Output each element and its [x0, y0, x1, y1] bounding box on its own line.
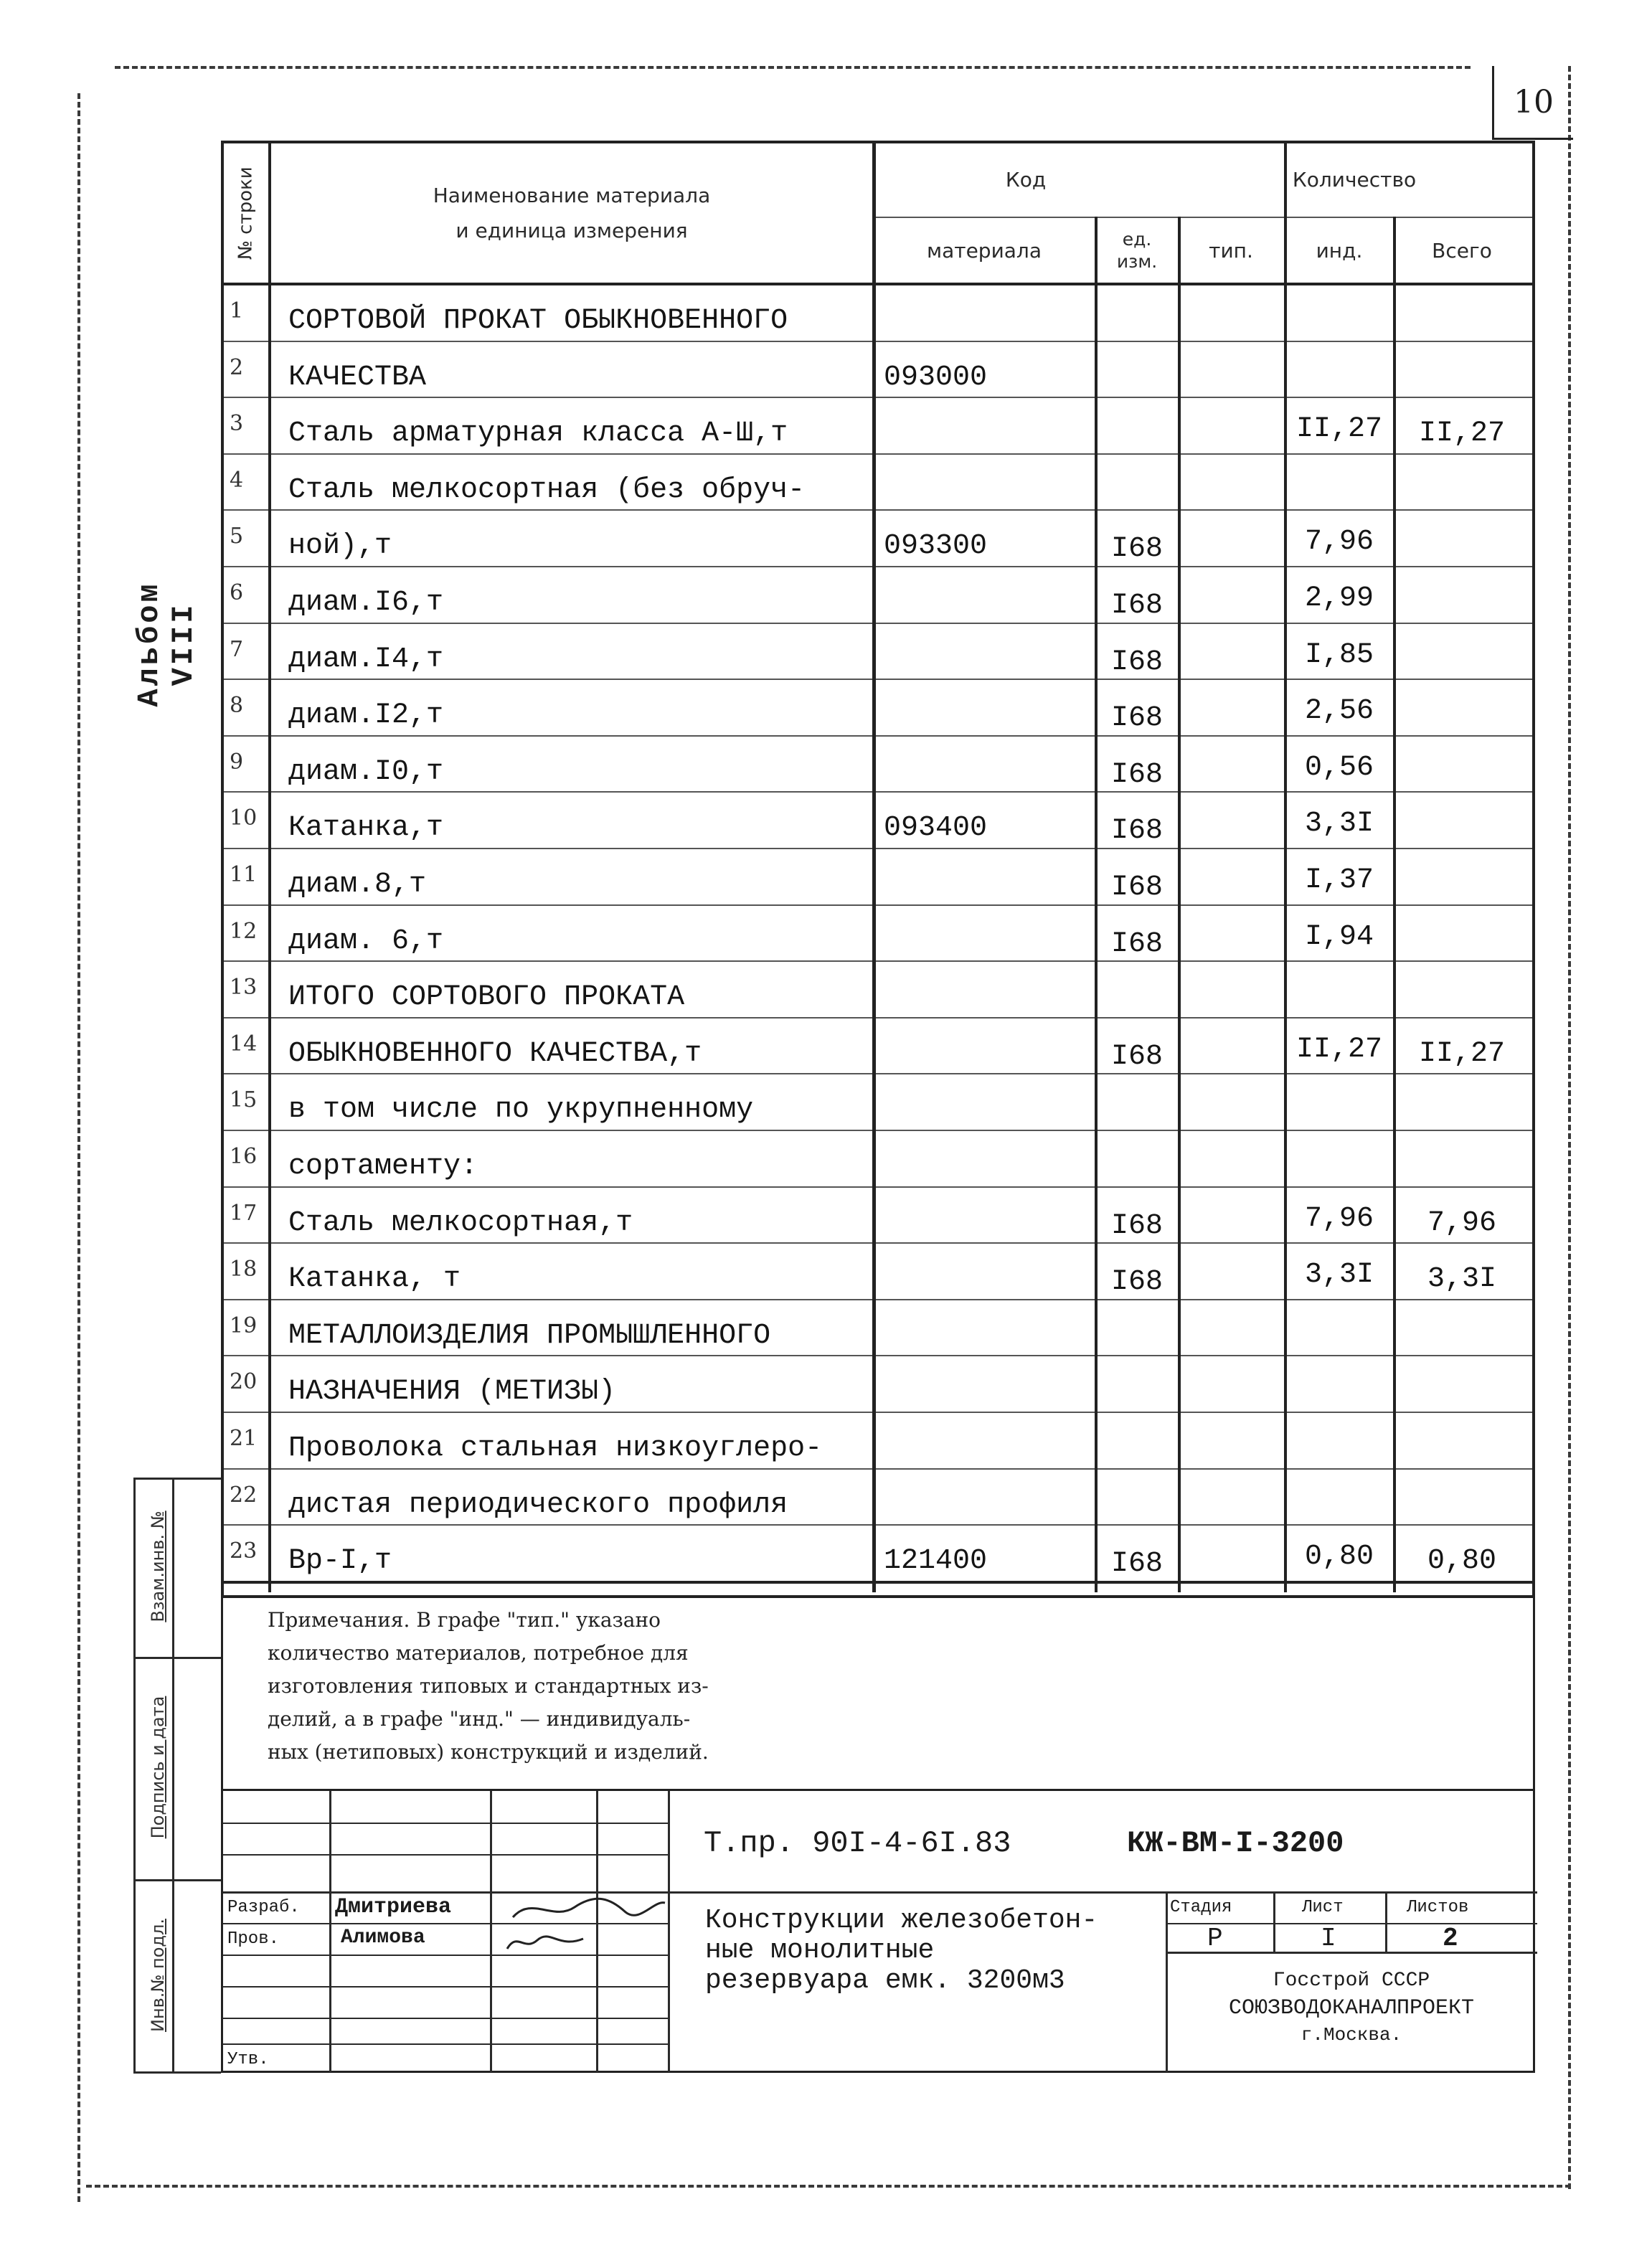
material-name: в том числе по укрупненному [288, 1094, 754, 1127]
stage-label: Стадия [1170, 1898, 1232, 1917]
sheets-value: 2 [1443, 1924, 1458, 1953]
qty-ind: 0,80 [1304, 1541, 1374, 1574]
table-row [224, 567, 1532, 624]
row-number: 17 [230, 1200, 258, 1226]
note-line: изготовления типовых и стандартных из- [268, 1674, 709, 1698]
table-row [224, 849, 1532, 906]
side-strip-left [133, 1478, 136, 2073]
header-qty-total: Всего [1432, 238, 1492, 263]
qty-total: II,27 [1418, 1037, 1506, 1070]
column-line [1095, 217, 1098, 1592]
material-name: СОРТОВОЙ ПРОКАТ ОБЫКНОВЕННОГО [288, 305, 788, 337]
stamp-col2 [490, 1791, 492, 2072]
qty-ind: II,27 [1295, 413, 1383, 446]
organization [1169, 1970, 1534, 2045]
org-line1: Госстрой СССР [1273, 1970, 1430, 1992]
table-row [224, 1074, 1532, 1131]
note-line: количество материалов, потребное для [268, 1641, 689, 1665]
qty-ind: I,37 [1304, 864, 1374, 897]
material-name: Сталь мелкосортная,т [288, 1206, 633, 1239]
org-line3: г.Москва. [1301, 2023, 1402, 2046]
stamp-row-f [223, 1986, 669, 1988]
row-number: 16 [230, 1144, 258, 1169]
frame-right-line [1568, 66, 1571, 2189]
row-number: 12 [230, 918, 258, 944]
column-line [1284, 143, 1287, 1592]
material-name: ной),т [288, 530, 392, 563]
row-number: 1 [230, 298, 244, 323]
table-row [224, 1244, 1532, 1300]
column-line [1393, 217, 1396, 1592]
unit-code: I68 [1110, 1548, 1163, 1581]
label-sign-date: Подпись и дата [148, 1696, 168, 1839]
table-row [224, 906, 1532, 963]
qty-ind: 0,56 [1304, 751, 1374, 784]
unit-code: I68 [1110, 871, 1163, 904]
row-number: 23 [230, 1539, 258, 1564]
row-number: 18 [230, 1257, 258, 1282]
material-name: дистая периодического профиля [288, 1488, 788, 1521]
table-row [224, 737, 1532, 793]
side-strip-top [133, 1478, 221, 1480]
role-approved: Утв. [227, 2050, 269, 2069]
header-mid-line-code [874, 217, 1532, 218]
table-row [224, 1131, 1532, 1188]
qty-ind: 3,3I [1304, 1259, 1374, 1292]
materials-table [221, 141, 1535, 1598]
row-number: 3 [230, 411, 244, 437]
material-name: диам.I4,т [288, 643, 444, 676]
name-checked: Алимова [341, 1927, 425, 1949]
table-row [224, 1188, 1532, 1244]
qty-total: II,27 [1418, 417, 1506, 450]
side-strip-div1 [133, 1657, 221, 1659]
note-line: делий, а в графе "инд." — индивидуаль- [268, 1707, 691, 1731]
drawing-title-line2: ные монолитные [705, 1934, 935, 1966]
row-number: 14 [230, 1031, 258, 1057]
table-row [224, 398, 1532, 455]
row-number: 11 [230, 862, 258, 887]
signature-developed [510, 1893, 668, 1926]
header-qty-ind: инд. [1316, 238, 1363, 263]
note-block [221, 1592, 1535, 1790]
album-label: Альбом VIII [132, 581, 201, 707]
signature-checked [503, 1927, 589, 1956]
code-column-line [872, 143, 876, 1592]
header-name [271, 143, 872, 283]
stamp-row-g [223, 2018, 669, 2019]
qty-ind: I,94 [1304, 920, 1374, 953]
material-name: Вр-I,т [288, 1545, 392, 1578]
table-row [224, 793, 1532, 849]
material-name: сортаменту: [288, 1150, 478, 1183]
material-name: диам. 6,т [288, 925, 444, 958]
drawing-title-line3: резервуара емк. 3200м3 [705, 1965, 1065, 1996]
project-code: Т.пр. 90I-4-6I.83 [704, 1826, 1011, 1861]
column-line [268, 143, 271, 1592]
table-row [224, 342, 1532, 399]
sheet-code: КЖ-ВМ-I-3200 [1127, 1826, 1344, 1861]
material-code: 093400 [884, 812, 988, 845]
sheet-label: Лист [1302, 1898, 1344, 1917]
material-name: Сталь арматурная класса А-Ш,т [288, 417, 788, 450]
sheet-value: I [1321, 1924, 1336, 1953]
header-code-material: материала [926, 238, 1042, 263]
frame-left-line [77, 93, 80, 2202]
row-line [224, 1581, 1532, 1584]
stage-value: Р [1207, 1924, 1223, 1953]
table-row [224, 1413, 1532, 1470]
table-row [224, 962, 1532, 1018]
qty-ind: 2,99 [1304, 582, 1374, 615]
material-name: Катанка, т [288, 1263, 461, 1296]
row-number: 20 [230, 1369, 258, 1395]
unit-code: I68 [1110, 533, 1163, 566]
material-name: ИТОГО СОРТОВОГО ПРОКАТА [288, 981, 685, 1014]
table-row [224, 1356, 1532, 1413]
table-row [224, 624, 1532, 681]
row-number: 6 [230, 580, 244, 605]
stamp-row-e [223, 1955, 669, 1956]
note-line: Примечания. В графе "тип." указано [268, 1608, 661, 1632]
material-name: КАЧЕСТВА [288, 361, 427, 394]
qty-ind: 7,96 [1304, 526, 1374, 559]
stamp-row-h [223, 2043, 669, 2045]
table-row [224, 1526, 1532, 1582]
role-developed: Разраб. [227, 1898, 300, 1917]
row-number: 2 [230, 354, 244, 380]
qty-ind: II,27 [1295, 1033, 1383, 1066]
unit-code: I68 [1110, 1266, 1163, 1299]
row-number: 8 [230, 693, 244, 719]
material-name: Сталь мелкосортная (без обруч- [288, 473, 806, 506]
unit-code: I68 [1110, 1040, 1163, 1073]
qty-ind: 2,56 [1304, 695, 1374, 728]
header-qty-type: тип. [1209, 238, 1253, 263]
row-number: 5 [230, 524, 244, 549]
name-developed: Дмитриева [335, 1895, 452, 1919]
row-number: 7 [230, 636, 244, 662]
row-number: 21 [230, 1426, 258, 1451]
frame-top-line [115, 66, 1471, 69]
unit-code: I68 [1110, 702, 1163, 735]
title-block [221, 1789, 1535, 2073]
table-row [224, 455, 1532, 511]
note-line: ных (нетиповых) конструкций и изделий. [268, 1740, 709, 1764]
qty-ind: I,85 [1304, 638, 1374, 671]
material-name: Проволока стальная низкоуглеро- [288, 1432, 823, 1465]
header-quantity: Количество [1292, 167, 1417, 192]
unit-code: I68 [1110, 927, 1163, 960]
role-checked: Пров. [227, 1929, 280, 1949]
stamp-col1 [329, 1791, 331, 2072]
drawing-title-line1: Конструкции железобетон- [705, 1905, 1098, 1936]
qty-total: 7,96 [1427, 1206, 1496, 1239]
label-replace-inv: Взам.инв. № [148, 1511, 168, 1622]
stamp-row-c [223, 1891, 1537, 1894]
stamp-row-b [223, 1854, 669, 1856]
material-name: диам.I2,т [288, 699, 444, 732]
column-line [1178, 217, 1181, 1592]
header-code: Код [1005, 167, 1047, 192]
unit-code: I68 [1110, 815, 1163, 848]
qty-total: 0,80 [1427, 1545, 1496, 1578]
table-row [224, 1300, 1532, 1357]
stamp-right-col [1166, 1891, 1168, 2072]
stamp-right-sub2 [1385, 1891, 1387, 1953]
header-name-line2: и единица измерения [456, 219, 688, 242]
stamp-right-sub1 [1273, 1891, 1275, 1953]
org-line2: СОЮЗВОДОКАНАЛПРОЕКТ [1228, 1995, 1475, 2021]
row-number: 15 [230, 1087, 258, 1113]
qty-total: 3,3I [1427, 1263, 1496, 1296]
stamp-col3 [596, 1791, 598, 2072]
material-name: диам.I0,т [288, 755, 444, 788]
side-strip-bottom [133, 2071, 221, 2074]
row-number: 22 [230, 1482, 258, 1508]
material-name: ОБЫКНОВЕННОГО КАЧЕСТВА,т [288, 1037, 702, 1070]
header-row-no [224, 143, 268, 283]
row-number: 13 [230, 975, 258, 1001]
frame-bottom-line [86, 2185, 1571, 2188]
unit-code: I68 [1110, 758, 1163, 791]
table-row [224, 1018, 1532, 1075]
page-number: 10 [1492, 66, 1573, 140]
side-strip-div2 [133, 1879, 221, 1881]
table-row [224, 285, 1532, 342]
stamp-col4 [668, 1791, 670, 2072]
material-code: 121400 [884, 1545, 988, 1578]
unit-code: I68 [1110, 646, 1163, 679]
row-number: 10 [230, 805, 258, 831]
material-name: диам.8,т [288, 869, 427, 901]
material-name: Катанка,т [288, 812, 444, 845]
unit-code: I68 [1110, 590, 1163, 622]
stamp-row-a [223, 1823, 669, 1824]
qty-ind: 3,3I [1304, 808, 1374, 841]
qty-ind: 7,96 [1304, 1202, 1374, 1235]
material-name: диам.I6,т [288, 587, 444, 619]
row-number: 4 [230, 467, 244, 493]
row-number: 19 [230, 1313, 258, 1338]
label-inv-orig: Инв.№ подл. [148, 1919, 168, 2032]
sheets-label: Листов [1407, 1898, 1469, 1917]
header-code-unit: ед. изм. [1116, 228, 1158, 272]
table-row [224, 511, 1532, 567]
header-row-no-text: № строки [235, 166, 257, 260]
material-name: НАЗНАЧЕНИЯ (МЕТИЗЫ) [288, 1376, 616, 1409]
table-row [224, 680, 1532, 737]
material-code: 093000 [884, 361, 988, 394]
unit-code: I68 [1110, 1209, 1163, 1242]
header-name-line1: Наименование материала [433, 184, 711, 207]
material-code: 093300 [884, 530, 988, 563]
drawing-title [705, 1906, 1098, 1995]
row-number: 9 [230, 749, 244, 775]
table-row [224, 1470, 1532, 1526]
material-name: МЕТАЛЛОИЗДЕЛИЯ ПРОМЫШЛЕННОГО [288, 1319, 771, 1352]
side-strip-inner [172, 1478, 174, 2073]
